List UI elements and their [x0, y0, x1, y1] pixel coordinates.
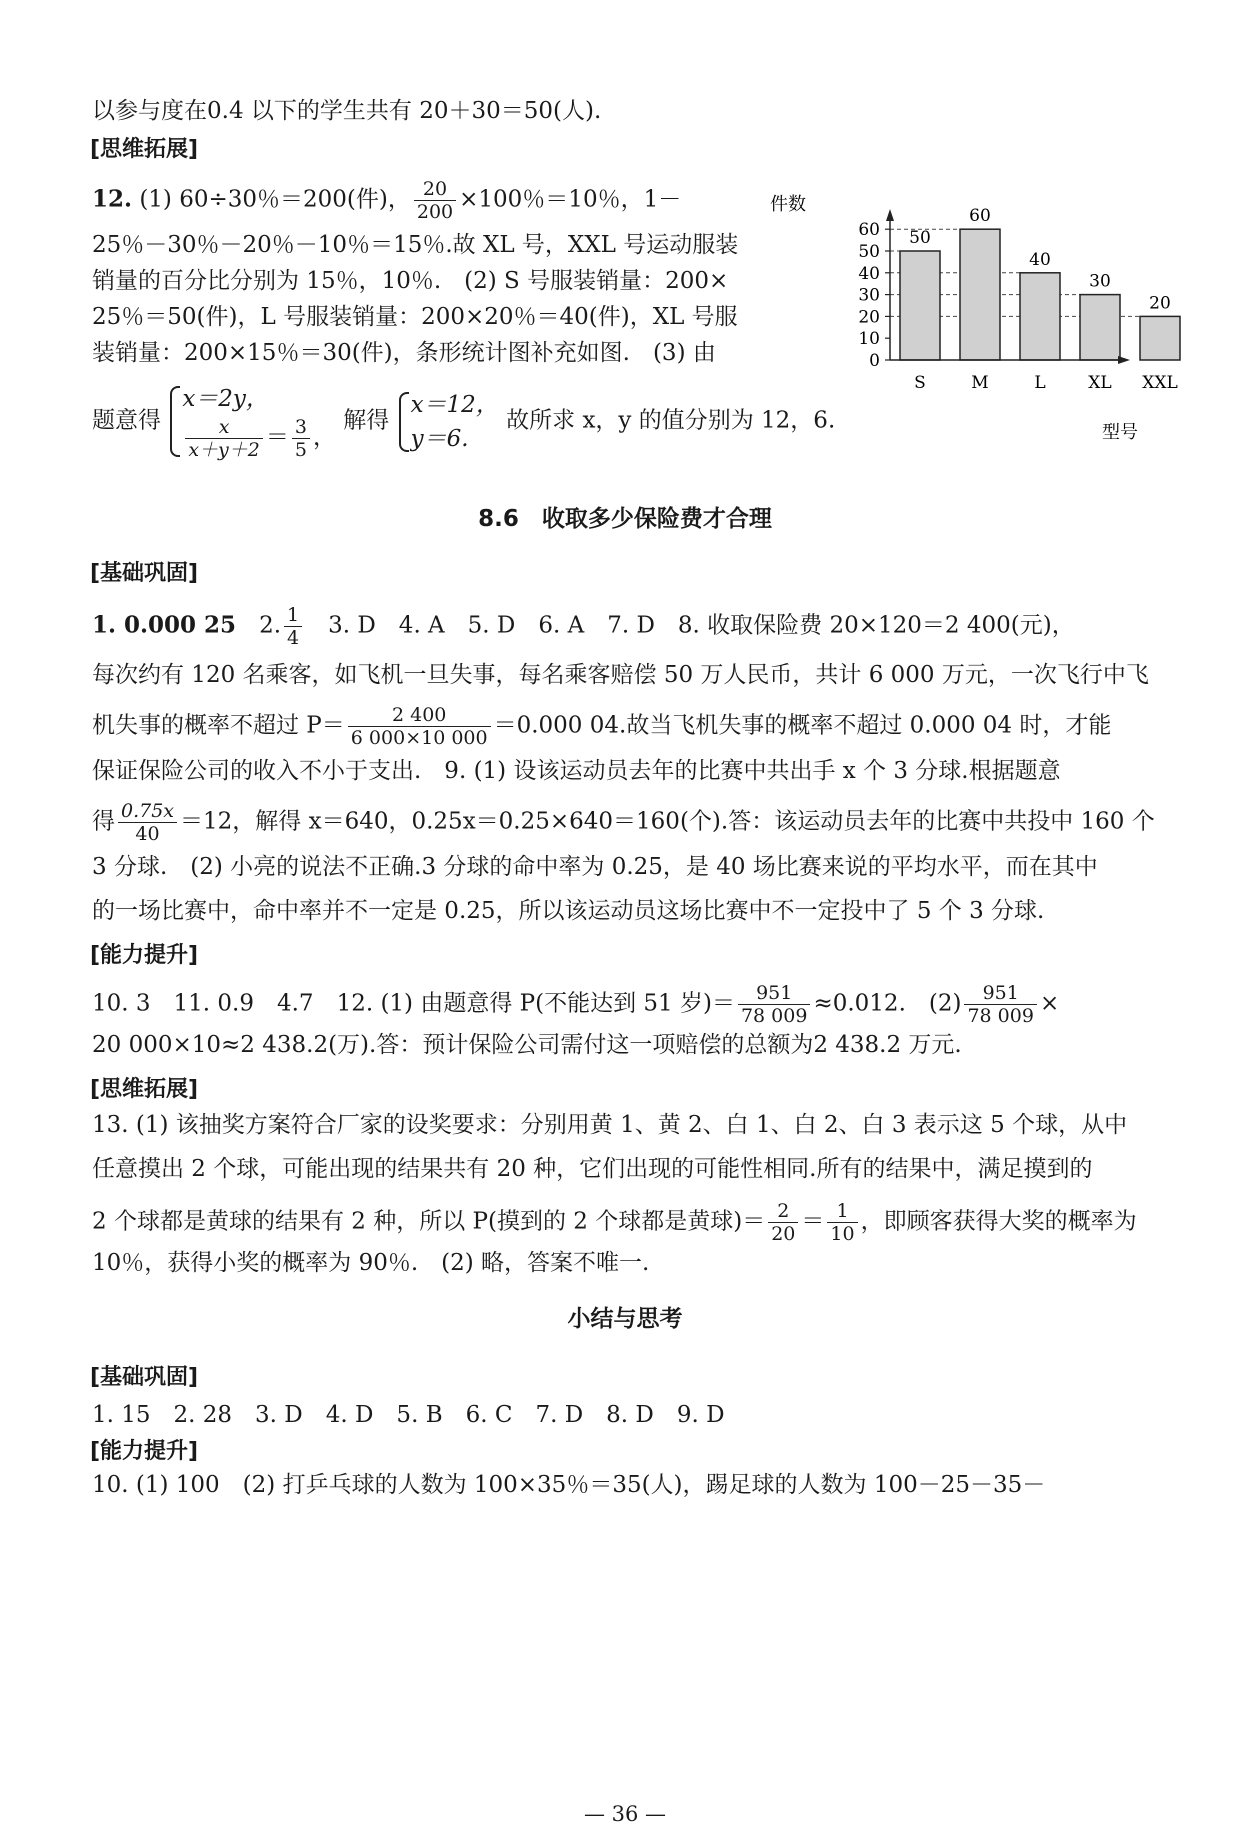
summary-ability-line: 10. (1) 100 (2) 打乒乓球的人数为 100×35％＝35(人)，踢足球的人数为 100－25－35－ [92, 1472, 1046, 1498]
think86-line3: 2 个球都是黄球的结果有 2 种，所以 P(摸到的 2 个球都是黄球)＝ $\frac{2}{20}$ ＝ $\frac{1}{10}$ ，即顾客获得大奖的概率为 [92, 1200, 1137, 1245]
q12-number: 12. [92, 185, 133, 213]
q12-line1 [92, 178, 681, 223]
data-label: 60 [969, 206, 991, 227]
answer-2-label: 2. [259, 612, 282, 639]
y-tick-label: 0 [869, 351, 880, 371]
q12-line2: 25％－30％－20％－10％＝15％.故 XL 号，XXL 号运动服装 [92, 232, 739, 258]
chart-xlabel: 型号 [1102, 422, 1138, 443]
bar-S [900, 251, 940, 360]
fraction: $\frac{2 400}{6 000\times 10 000}$ [348, 704, 491, 749]
q12-part2: ×100％＝10％，1－ [459, 186, 682, 213]
data-label: 50 [909, 228, 931, 248]
section-header-ability-2: [能力提升] [90, 1439, 199, 1464]
category-label: L [1034, 373, 1046, 393]
y-tick-label: 20 [858, 307, 880, 328]
summary-basic-answers: 1. 15 2. 28 3. D 4. D 5. B 6. C 7. D 8. D 9. D [92, 1402, 725, 1428]
bar-L [1020, 273, 1060, 360]
fraction: $\frac{1}{4}$ [284, 604, 302, 649]
section-header-thinking-2: [思维拓展] [90, 1077, 199, 1102]
bar-XXL [1140, 316, 1180, 360]
equation-system-2 [397, 388, 499, 456]
think86-line1: 13. (1) 该抽奖方案符合厂家的设奖要求：分别用黄 1、黄 2、白 1、白 2、白 3 表示这 5 个球，从中 [92, 1112, 1128, 1138]
category-label: XL [1088, 373, 1112, 393]
bar-XL [1080, 295, 1120, 360]
basic86-line2: 每次约有 120 名乘客，如飞机一旦失事，每名乘客赔偿 50 万人民币，共计 6 000 万元，一次飞行中飞 [92, 662, 1149, 688]
section-header-basic: [基础巩固] [90, 561, 199, 586]
y-axis-arrow [886, 209, 894, 221]
basic86-line7: 的一场比赛中，命中率并不一定是 0.25，所以该运动员这场比赛中不一定投中了 5 个 3 分球. [92, 898, 1045, 924]
ability86-line1: 10. 3 11. 0.9 4.7 12. (1) 由题意得 P(不能达到 51 岁)＝ $\frac{951}{78 009}$ ≈0.012. (2) $\frac{951}{78 009}$ × [92, 982, 1060, 1027]
y-tick-label: 30 [858, 285, 880, 306]
section-header-ability: [能力提升] [90, 943, 199, 968]
basic86-line1 [92, 604, 1075, 649]
basic86-line3: 机失事的概率不超过 P＝ $\frac{2 400}{6 000\times 10 000}$ ＝0.000 04.故当飞机失事的概率不超过 0.000 04 时，才能 [92, 704, 1112, 749]
equation-system-1: x＝2y， $\frac{x}{x+y+2}$ ＝ $\frac{3}{5}$ ， [168, 382, 336, 461]
q12-l6-post: 故所求 x，y 的值分别为 12，6. [506, 407, 836, 434]
y-tick-label: 60 [858, 220, 880, 241]
think86-line4: 10％，获得小奖的概率为 90％. (2) 略，答案不唯一. [92, 1250, 650, 1276]
y-tick-label: 10 [858, 329, 880, 350]
chart-ylabel: 件数 [770, 194, 806, 215]
ability86-line2: 20 000×10≈2 438.2(万).答：预计保险公司需付这一项赔偿的总额为2 438.2 万元. [92, 1032, 962, 1058]
q12-l6-pre: 题意得 [92, 407, 161, 434]
y-tick-label: 50 [858, 242, 880, 262]
y-tick-label: 40 [858, 263, 880, 284]
think86-line2: 任意摸出 2 个球，可能出现的结果共有 20 种，它们出现的可能性相同.所有的结果中，满足摸到的 [92, 1156, 1093, 1182]
fraction: $\frac{1}{10}$ [827, 1200, 857, 1245]
fraction: $\frac{20}{200}$ [414, 178, 456, 223]
summary-title: 小结与思考 [567, 1306, 683, 1332]
answer-1: 1. 0.000 25 [92, 611, 237, 639]
category-label: M [971, 373, 989, 393]
q12-line6 [92, 382, 835, 461]
top-line: 以参与度在0.4 以下的学生共有 20＋30＝50(人). [92, 98, 602, 124]
answers-3-8: 3. D 4. A 5. D 6. A 7. D 8. 收取保险费 20×120＝2 400(元)， [328, 612, 1075, 639]
bar-chart [770, 190, 1178, 460]
basic86-line6: 3 分球. (2) 小亮的说法不正确.3 分球的命中率为 0.25，是 40 场比赛来说的平均水平，而在其中 [92, 854, 1098, 880]
bar-M [960, 229, 1000, 360]
data-label: 20 [1149, 293, 1171, 314]
basic86-line5: 得 $\frac{0.75x}{40}$ ＝12，解得 x＝640，0.25x＝0.25×640＝160(个).答：该运动员去年的比赛中共投中 160 个 [92, 800, 1155, 845]
page-number: — 36 — [583, 1802, 667, 1826]
section-header-basic-2: [基础巩固] [90, 1365, 199, 1390]
fraction: $\frac{x}{x+y+2}$ [185, 416, 263, 461]
data-label: 30 [1089, 271, 1111, 292]
q12-line5: 装销量：200×15％＝30(件)，条形统计图补充如图. (3) 由 [92, 340, 716, 366]
q12-line4: 25％＝50(件)，L 号服装销量：200×20％＝40(件)，XL 号服 [92, 304, 738, 330]
section-header-thinking: [思维拓展] [90, 137, 199, 162]
sys2-row2: y＝6. [410, 425, 469, 452]
q12-line3: 销量的百分比分别为 15％，10％. (2) S 号服装销量：200× [92, 268, 729, 294]
fraction: $\frac{951}{78 009}$ [964, 982, 1036, 1027]
category-label: S [914, 373, 926, 393]
x-axis-arrow [1118, 356, 1130, 364]
sys1-row1: x＝2y， [182, 386, 269, 412]
fraction: $\frac{2}{20}$ [768, 1200, 798, 1245]
q12-part1: (1) 60÷30％＝200(件)， [139, 186, 411, 213]
category-label: XXL [1142, 373, 1178, 393]
data-label: 40 [1029, 249, 1051, 270]
section-title-8-6: 8.6 收取多少保险费才合理 [478, 506, 772, 532]
solve-label: 解得 [343, 407, 390, 434]
fraction: $\frac{951}{78 009}$ [738, 982, 810, 1027]
sys2-row1: x＝12， [410, 391, 499, 418]
fraction: $\frac{0.75x}{40}$ [118, 800, 177, 845]
fraction: $\frac{3}{5}$ [292, 416, 310, 461]
basic86-line4: 保证保险公司的收入不小于支出. 9. (1) 设该运动员去年的比赛中共出手 x 个 3 分球.根据题意 [92, 758, 1061, 784]
